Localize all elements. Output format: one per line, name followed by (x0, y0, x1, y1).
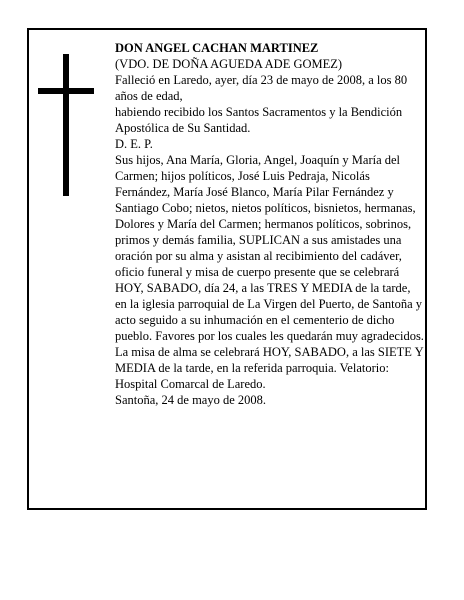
sacraments-line: habiendo recibido los Santos Sacramentos y la Bendición Apostólica de Su Santidad. (115, 105, 403, 135)
deceased-name: DON ANGEL CACHAN MARTINEZ (115, 41, 319, 55)
cross-vertical-bar (63, 54, 69, 196)
widower-of-line: (VDO. DE DOÑA AGUEDA ADE GOMEZ) (115, 57, 343, 71)
dep-line: D. E. P. (115, 137, 153, 151)
family-and-service-details: Sus hijos, Ana María, Gloria, Angel, Joaquín y María del Carmen; hijos políticos, José Luis Pedraja, Nicolás Fernández, María José Blanco, María Pilar Fernández y Santiago Cobo; nietos, nietos políticos, bisnietos, hermanas, Dolores y María del Carmen; hermanos políticos, sobrinos, primos y demás familia, SUPLICAN a sus amistades una oración por su alma y asistan al recibimiento del cadáver, oficio funeral y misa de cuerpo presente que se celebrará HOY, SABADO, día 24, a las TRES Y MEDIA de la tarde, en la iglesia parroquial de La Virgen del Puerto, de Santoña y acto seguido a su inhumación en el cementerio de dicho pueblo. Favores por los cuales les quedarán muy agradecidos. La misa de alma se celebrará HOY, SABADO, a las SIETE Y MEDIA de la tarde, en la referida parroquia. Velatorio: Hospital Comarcal de Laredo. (115, 153, 424, 391)
place-and-date: Santoña, 24 de mayo de 2008. (115, 393, 267, 407)
death-announcement: Falleció en Laredo, ayer, día 23 de mayo de 2008, a los 80 años de edad, (115, 73, 408, 103)
notice-text (115, 40, 425, 408)
cross-horizontal-bar (38, 88, 94, 94)
